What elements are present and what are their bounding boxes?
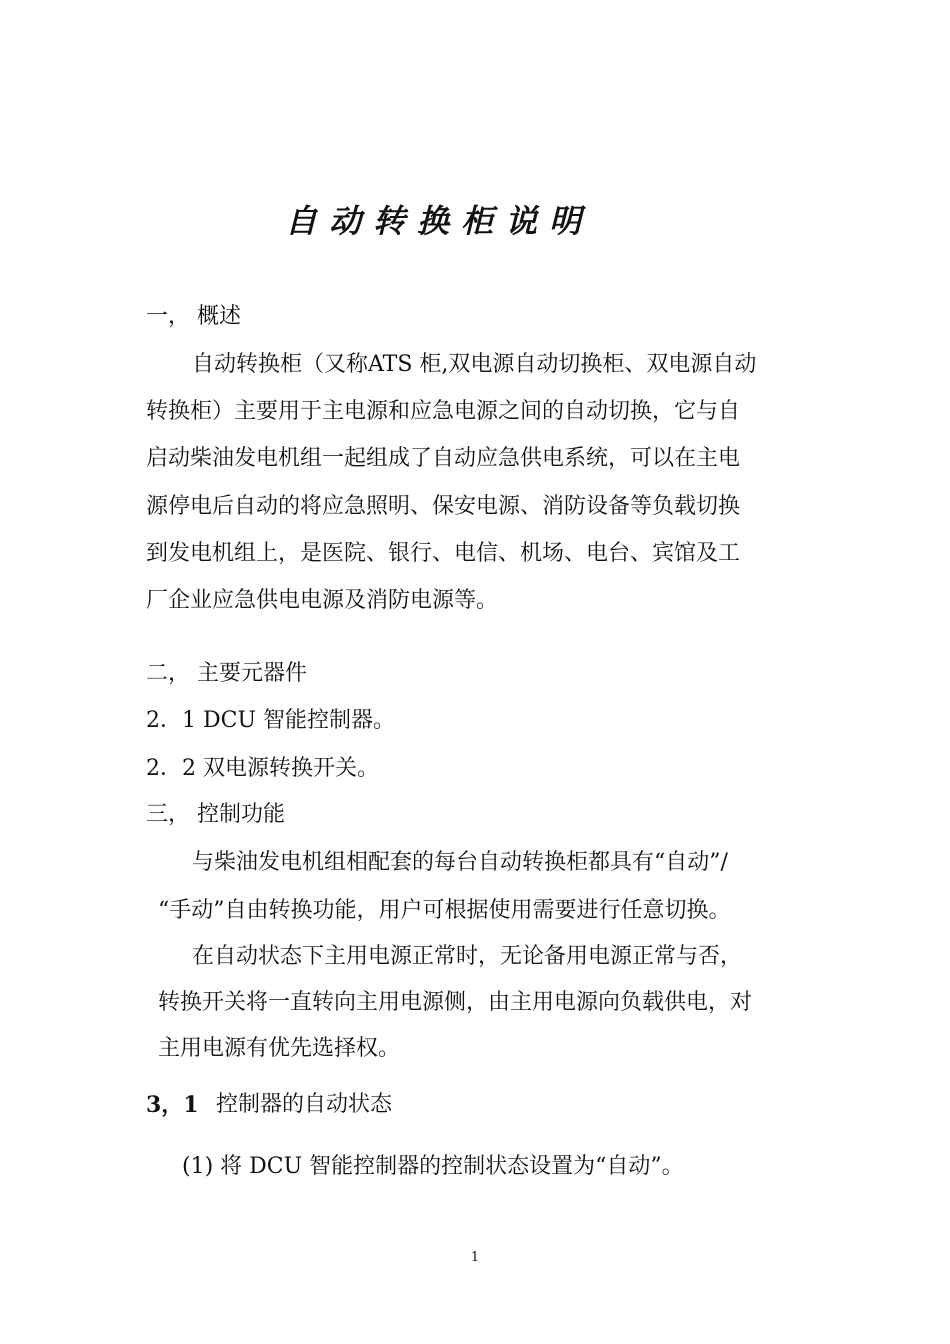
page-number: 1 [470,1250,480,1265]
paragraph-line: 转换柜）主要用于主电源和应急电源之间的自动切换，它与自 [146,399,741,424]
paragraph-line: 与柴油发电机组相配套的每台自动转换柜都具有“自动”/ [192,850,728,875]
component-item: 2．1 DCU 智能控制器。 [146,708,395,733]
paragraph-line: 源停电后自动的将应急照明、保安电源、消防设备等负载切换 [146,494,741,519]
paragraph-line: 转换开关将一直转向主用电源侧，由主用电源向负载供电，对 [158,990,753,1015]
document-title: 自动转换柜说明 [285,202,594,240]
paragraph-line: 厂企业应急供电电源及消防电源等。 [146,588,499,613]
subsection-number: 3，1 [146,1092,199,1118]
section-heading-components: 二， 主要元器件 [146,661,307,686]
component-item: 2．2 双电源转换开关。 [146,756,379,781]
section-heading-overview: 一， 概述 [146,304,241,329]
section-heading-control: 三， 控制功能 [146,802,285,827]
step-item: (1) 将 DCU 智能控制器的控制状态设置为“自动”。 [182,1154,684,1179]
paragraph-line: “手动”自由转换功能，用户可根据使用需要进行任意切换。 [158,898,731,923]
paragraph-line: 主用电源有优先选择权。 [158,1036,401,1061]
subsection-title: 控制器的自动状态 [216,1092,393,1117]
paragraph-line: 启动柴油发电机组一起组成了自动应急供电系统，可以在主电 [146,446,741,471]
paragraph-line: 自动转换柜（又称ATS 柜,双电源自动切换柜、双电源自动 [192,352,757,377]
paragraph-line: 到发电机组上，是医院、银行、电信、机场、电台、宾馆及工 [146,541,741,566]
paragraph-line: 在自动状态下主用电源正常时，无论备用电源正常与否， [192,944,743,969]
